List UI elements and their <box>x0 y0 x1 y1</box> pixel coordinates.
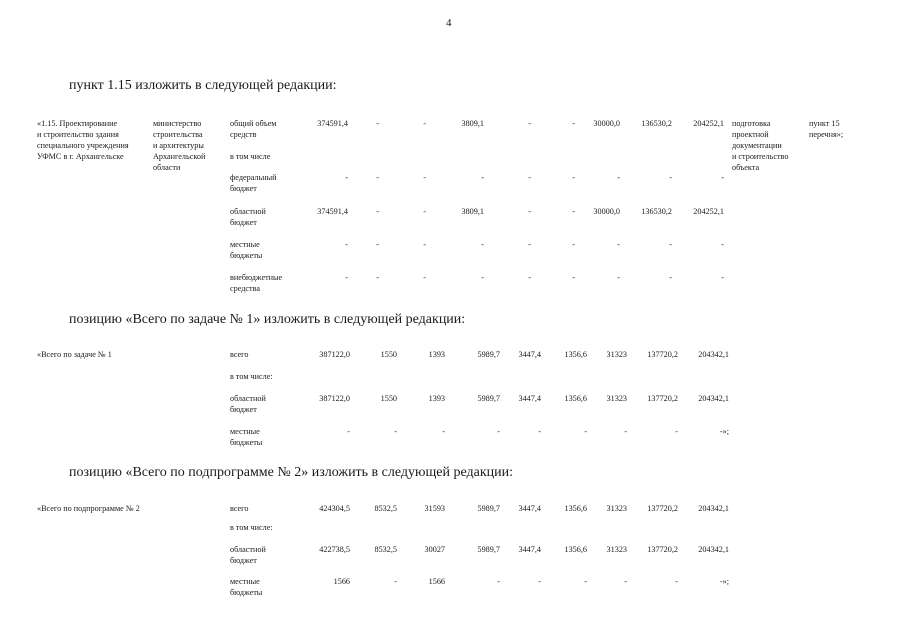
page-number: 4 <box>446 17 452 29</box>
table-cell: - <box>423 119 426 128</box>
table-cell: 1550 <box>380 394 397 403</box>
table-cell: - <box>376 173 379 182</box>
table-cell: - <box>528 273 531 282</box>
table-cell: - <box>423 173 426 182</box>
funding-source: областной бюджет <box>230 394 266 414</box>
table-cell: 137720,2 <box>647 394 678 403</box>
table-cell: - <box>497 577 500 586</box>
table-cell: 31323 <box>606 545 627 554</box>
table-cell: 1356,6 <box>564 504 587 513</box>
table-cell: - <box>572 273 575 282</box>
table-cell: 1356,6 <box>564 545 587 554</box>
heading-1: пункт 1.15 изложить в следующей редакции: <box>69 78 337 93</box>
table-cell: - <box>675 577 678 586</box>
funding-source: федеральный бюджет <box>230 173 277 193</box>
table-cell: - <box>617 173 620 182</box>
heading-3: позицию «Всего по подпрограмме № 2» изложить в следующей редакции: <box>69 465 514 480</box>
funding-source: местные бюджеты <box>230 427 263 447</box>
funding-source: внебюджетные средства <box>230 273 283 293</box>
table-cell: - <box>497 427 500 436</box>
table-cell: 3809,1 <box>461 119 484 128</box>
table-cell: - <box>481 240 484 249</box>
table-cell: 387122,0 <box>319 350 350 359</box>
table-cell: 31593 <box>424 504 445 513</box>
table-cell: 1550 <box>380 350 397 359</box>
table-cell: 3447,4 <box>518 350 541 359</box>
table-cell: 1356,6 <box>564 350 587 359</box>
table-cell: - <box>721 240 724 249</box>
table-cell: -»; <box>719 577 729 586</box>
funding-source: общий объем средств <box>230 119 277 139</box>
funding-source: областной бюджет <box>230 207 266 227</box>
heading-2: позицию «Всего по задаче № 1» изложить в следующей редакции: <box>69 312 466 327</box>
expected-result: подготовка проектной документации и строительство объекта <box>732 119 789 172</box>
table-cell: 137720,2 <box>647 350 678 359</box>
table-cell: - <box>394 577 397 586</box>
table-cell: 5989,7 <box>477 504 500 513</box>
table-cell: 204342,1 <box>698 394 729 403</box>
table-cell: 137720,2 <box>647 545 678 554</box>
funding-source: в том числе: <box>230 372 273 381</box>
table-cell: - <box>572 207 575 216</box>
table-cell: 374591,4 <box>317 119 348 128</box>
table-cell: - <box>528 119 531 128</box>
table-cell: - <box>376 240 379 249</box>
table-cell: - <box>617 273 620 282</box>
table-cell: - <box>423 207 426 216</box>
table-cell: - <box>345 273 348 282</box>
table-cell: - <box>721 273 724 282</box>
table-cell: - <box>538 577 541 586</box>
table-cell: - <box>481 173 484 182</box>
table-cell: 30000,0 <box>593 207 620 216</box>
total-name: «Всего по задаче № 1 <box>37 350 112 359</box>
funding-source: в том числе <box>230 152 271 161</box>
table-cell: 31323 <box>606 350 627 359</box>
table-cell: - <box>572 119 575 128</box>
table-cell: 31323 <box>606 394 627 403</box>
table-cell: -»; <box>719 427 729 436</box>
table-cell: 5989,7 <box>477 394 500 403</box>
table-cell: - <box>481 273 484 282</box>
table-cell: 424304,5 <box>319 504 350 513</box>
funding-source: в том числе: <box>230 523 273 532</box>
table-cell: 422738,5 <box>319 545 350 554</box>
funding-source: областной бюджет <box>230 545 266 565</box>
table-cell: 387122,0 <box>319 394 350 403</box>
table-cell: 204342,1 <box>698 350 729 359</box>
table-cell: 204342,1 <box>698 504 729 513</box>
table-cell: 3447,4 <box>518 394 541 403</box>
table-cell: - <box>617 240 620 249</box>
table-cell: - <box>721 173 724 182</box>
table-cell: 3447,4 <box>518 504 541 513</box>
table-cell: - <box>528 207 531 216</box>
table-cell: - <box>345 240 348 249</box>
table-cell: - <box>423 273 426 282</box>
funding-source: местные бюджеты <box>230 240 263 260</box>
table-cell: - <box>376 119 379 128</box>
table-cell: 3447,4 <box>518 545 541 554</box>
table-cell: - <box>528 173 531 182</box>
table-cell: - <box>669 173 672 182</box>
table-cell: - <box>394 427 397 436</box>
table-cell: 1356,6 <box>564 394 587 403</box>
item-name: «1.15. Проектирование и строительство здания специального учреждения УФМС в г. Архангельске <box>37 119 129 161</box>
table-cell: - <box>624 427 627 436</box>
funding-source: местные бюджеты <box>230 577 263 597</box>
table-cell: - <box>584 427 587 436</box>
table-cell: - <box>624 577 627 586</box>
table-cell: 1393 <box>428 350 445 359</box>
table-cell: 1393 <box>428 394 445 403</box>
table-cell: - <box>538 427 541 436</box>
table-cell: 5989,7 <box>477 350 500 359</box>
table-cell: - <box>528 240 531 249</box>
table-cell: - <box>675 427 678 436</box>
funding-source: всего <box>230 504 249 513</box>
table-cell: 204342,1 <box>698 545 729 554</box>
table-cell: - <box>376 207 379 216</box>
table-cell: 136530,2 <box>641 207 672 216</box>
table-cell: 31323 <box>606 504 627 513</box>
table-cell: - <box>584 577 587 586</box>
table-cell: 1566 <box>333 577 350 586</box>
executor: министерство строительства и архитектуры Архангельской области <box>153 119 206 172</box>
table-cell: - <box>423 240 426 249</box>
table-cell: 374591,4 <box>317 207 348 216</box>
table-cell: - <box>376 273 379 282</box>
table-cell: - <box>572 240 575 249</box>
table-cell: - <box>345 173 348 182</box>
table-cell: - <box>669 273 672 282</box>
table-cell: - <box>442 427 445 436</box>
table-cell: 1566 <box>428 577 445 586</box>
table-cell: - <box>347 427 350 436</box>
total-name: «Всего по подпрограмме № 2 <box>37 504 140 513</box>
table-cell: 137720,2 <box>647 504 678 513</box>
table-cell: 204252,1 <box>693 119 724 128</box>
table-cell: - <box>669 240 672 249</box>
table-cell: 5989,7 <box>477 545 500 554</box>
funding-source: всего <box>230 350 249 359</box>
reference: пункт 15 перечня»; <box>809 119 844 139</box>
table-cell: 3809,1 <box>461 207 484 216</box>
table-cell: 8532,5 <box>374 504 397 513</box>
table-cell: 8532,5 <box>374 545 397 554</box>
table-cell: 30027 <box>424 545 445 554</box>
table-cell: 204252,1 <box>693 207 724 216</box>
table-cell: 136530,2 <box>641 119 672 128</box>
table-cell: - <box>572 173 575 182</box>
table-cell: 30000,0 <box>593 119 620 128</box>
